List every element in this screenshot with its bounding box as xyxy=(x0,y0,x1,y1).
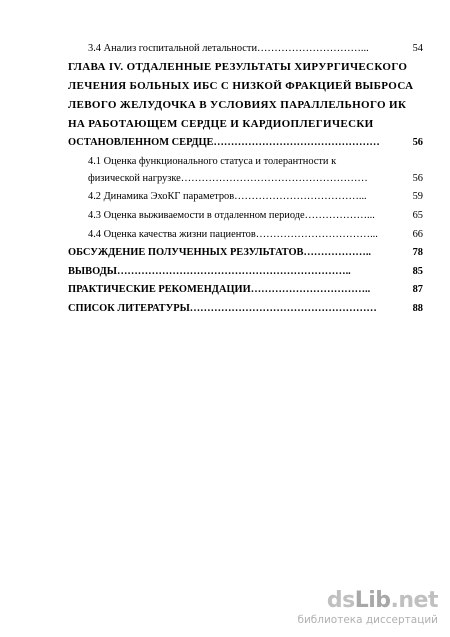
dslib-watermark[interactable] xyxy=(297,589,438,627)
page-number: 65 xyxy=(412,210,423,221)
logo-part-net: .net xyxy=(390,588,438,613)
chapter-4-line-2: ЛЕЧЕНИЯ БОЛЬНЫХ ИБС С НИЗКОЙ ФРАКЦИЕЙ ВЫБРОСА xyxy=(68,80,414,92)
toc-entry-text: 4.1 Оценка функционального статуса и толерантности к xyxy=(88,156,337,167)
page-number: 54 xyxy=(412,43,423,54)
toc-entry-recommendations[interactable] xyxy=(68,283,370,296)
logo-part-lib: Lib xyxy=(354,588,391,613)
toc-entry-text: 4.2 Динамика ЭхоКГ параметров………………………………... xyxy=(88,191,367,202)
toc-entry-conclusions[interactable] xyxy=(68,265,351,278)
logo-part-ds: ds xyxy=(326,588,355,613)
chapter-4-line-3: ЛЕВОГО ЖЕЛУДОЧКА В УСЛОВИЯХ ПАРАЛЛЕЛЬНОГО ИК xyxy=(68,99,407,111)
toc-entry-3-4[interactable] xyxy=(88,42,369,55)
toc-entry-4-2[interactable] xyxy=(88,190,367,203)
toc-entry-discussion[interactable] xyxy=(68,246,371,259)
chapter-4-last-line: ОСТАНОВЛЕННОМ СЕРДЦЕ………………………………………… xyxy=(68,137,380,148)
toc-entry-text: СПИСОК ЛИТЕРАТУРЫ……………………………………………… xyxy=(68,303,377,314)
dslib-logo xyxy=(297,589,438,613)
toc-entry-references[interactable] xyxy=(68,302,377,315)
toc-entry-text: ОБСУЖДЕНИЕ ПОЛУЧЕННЫХ РЕЗУЛЬТАТОВ……………….. xyxy=(68,247,372,258)
toc-entry-text: физической нагрузке……………………………………………… xyxy=(88,173,368,184)
page-number: 88 xyxy=(412,303,423,314)
toc-entry-4-3[interactable] xyxy=(88,209,375,222)
toc-entry-text: 4.4 Оценка качества жизни пациентов……………………………... xyxy=(88,229,378,240)
page-number: 59 xyxy=(412,191,423,202)
toc-entry-text: 4.3 Оценка выживаемости в отдаленном периоде………………... xyxy=(88,210,375,221)
toc-entry-text: ВЫВОДЫ………………………………………………………….. xyxy=(68,266,351,277)
toc-entry-4-1-cont xyxy=(88,172,368,185)
toc-entry-4-1[interactable] xyxy=(88,155,336,168)
page-number: 66 xyxy=(412,229,423,240)
page-number: 87 xyxy=(412,284,423,295)
page-number: 56 xyxy=(412,173,423,184)
page-number: 85 xyxy=(412,266,423,277)
page-number: 56 xyxy=(412,137,423,148)
chapter-4-line-1: ГЛАВА IV. ОТДАЛЕННЫЕ РЕЗУЛЬТАТЫ ХИРУРГИЧЕСКОГО xyxy=(68,61,408,73)
toc-entry-4-4[interactable] xyxy=(88,228,378,241)
page-number: 78 xyxy=(412,247,423,258)
toc-entry-text: 3.4 Анализ госпитальной летальности…………………………... xyxy=(88,43,369,54)
chapter-4-line-4: НА РАБОТАЮЩЕМ СЕРДЦЕ И КАРДИОПЛЕГИЧЕСКИ xyxy=(68,118,374,130)
toc-entry-text: ПРАКТИЧЕСКИЕ РЕКОМЕНДАЦИИ…………………………….. xyxy=(68,284,371,295)
dslib-subtitle: библиотека диссертаций xyxy=(297,614,438,626)
